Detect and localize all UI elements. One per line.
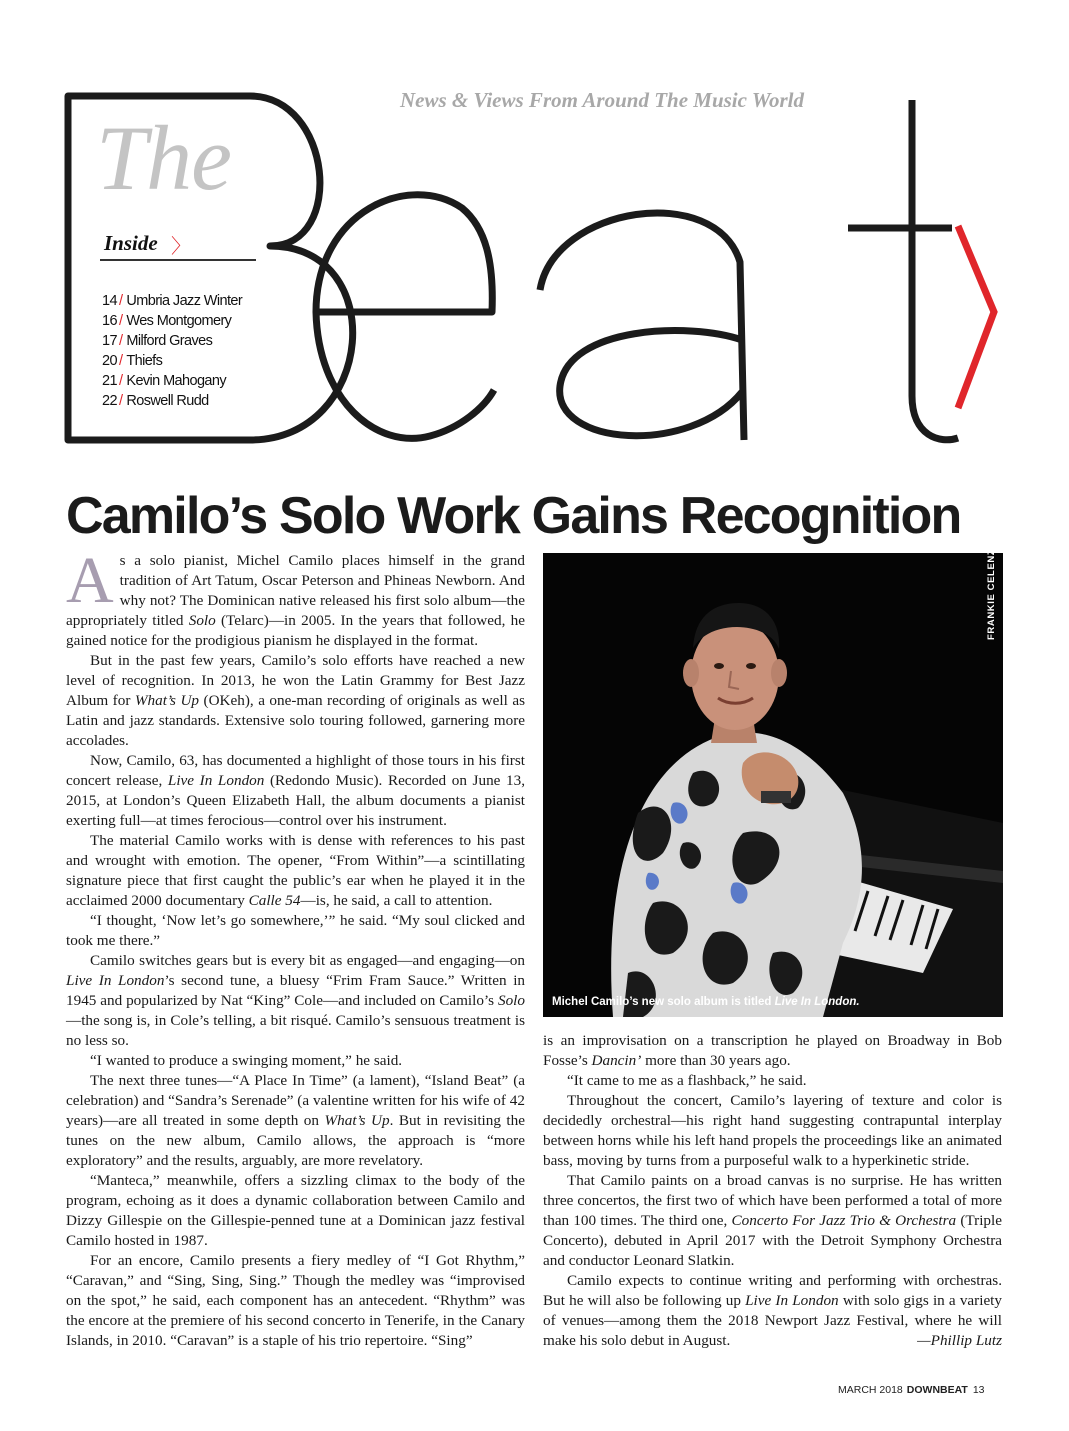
toc-separator: /: [118, 393, 123, 409]
paragraph-text: (Triple Concerto), debuted in April 2017 with the Detroit Symphony Orchestra and conductor Leonard Slatkin.: [543, 1212, 1002, 1269]
article-paragraph: [543, 1171, 1002, 1271]
page-footer: [838, 1384, 985, 1396]
article-column-right: [543, 1031, 1002, 1351]
pianist-portrait-image: [543, 553, 1003, 1017]
paragraph-text: is an improvisation on a transcription he played on Broadway in Bob Fosse’s: [543, 1032, 1002, 1069]
article-paragraph: [66, 831, 525, 911]
toc-title: Kevin Mahogany: [126, 373, 226, 389]
photo-caption: [552, 996, 860, 1008]
article-paragraph: [543, 1071, 1002, 1091]
toc-page-number: 22: [102, 393, 117, 409]
italic-title: Concerto For Jazz Trio & Orchestra: [731, 1212, 957, 1229]
paragraph-text: Camilo expects to continue writing and performing with orchestras. But he will also be following up: [543, 1272, 1002, 1309]
logo-letter-e: [316, 195, 494, 439]
italic-title: Live In London: [66, 972, 165, 989]
italic-title: Live In London: [745, 1292, 839, 1309]
paragraph-text: Throughout the concert, Camilo’s layering of texture and color is decidedly orchestral—his right hand suggesting contrapuntal interplay between horns while his left hand propels the proceedings like an animated bass, moving by turns from a purposeful walk to a hyperkinetic stride.: [543, 1092, 1002, 1169]
photo-credit: FRANKIE CELENZA: [986, 541, 997, 640]
toc-title: Milford Graves: [126, 333, 213, 349]
toc-item[interactable]: [102, 391, 242, 411]
footer-brand: DOWNBEAT: [906, 1384, 968, 1396]
article-paragraph: [66, 651, 525, 751]
paragraph-text: more than 30 years ago.: [641, 1052, 791, 1069]
paragraph-text: But in the past few years, Camilo’s solo efforts have reached a new level of recognition. In 2013, he won the Latin Grammy for Best Jazz Album for: [66, 652, 525, 709]
inside-arrow-icon: 〉: [171, 236, 191, 258]
article-paragraph: [66, 951, 525, 1051]
article-paragraph: [543, 1271, 1002, 1351]
article-paragraph: [66, 544, 525, 651]
toc-item[interactable]: [102, 371, 242, 391]
article-headline: Camilo’s Solo Work Gains Recognition: [66, 487, 961, 545]
logo-letter-t: [848, 100, 958, 440]
article-column-left: [66, 544, 526, 1351]
paragraph-text: The next three tunes—“A Place In Time” (a lament), “Island Beat” (a celebration) and “Sandra’s Serenade” (a valentine written for his wife of 42 years)—are all treated in some depth on: [66, 1072, 525, 1129]
toc-title: Umbria Jazz Winter: [126, 293, 243, 309]
toc-separator: /: [118, 333, 123, 349]
paragraph-text: The material Camilo works with is dense with references to his past and wrought with emotion. The opener, “From Within”—a scintillating signature piece that first caught the public’s ear when he played it in the acclaimed 2000 documentary: [66, 832, 525, 909]
toc-page-number: 14: [102, 293, 117, 309]
article-paragraph: [66, 1171, 525, 1251]
article-paragraph: [66, 911, 525, 951]
table-of-contents: [102, 291, 242, 411]
toc-item[interactable]: [102, 351, 242, 371]
italic-title: Dancin’: [591, 1052, 642, 1069]
article-paragraph: [543, 1031, 1002, 1071]
logo-arrow-icon: [958, 226, 994, 408]
paragraph-text: “I thought, ‘Now let’s go somewhere,’” he said. “My soul clicked and took me there.”: [66, 912, 525, 949]
toc-item[interactable]: [102, 311, 242, 331]
paragraph-text: —is, he said, a call to attention.: [300, 892, 493, 909]
photo-caption-title: Live In London.: [774, 996, 860, 1008]
paragraph-text: “I wanted to produce a swinging moment,” he said.: [90, 1052, 403, 1069]
italic-title: Live In London: [167, 772, 265, 789]
toc-title: Wes Montgomery: [126, 313, 232, 329]
italic-title: What’s Up: [134, 692, 200, 709]
toc-separator: /: [118, 373, 123, 389]
article-paragraph: [66, 751, 525, 831]
article-paragraph: [543, 1091, 1002, 1171]
italic-title: Solo: [497, 992, 525, 1009]
paragraph-text: (OKeh), a one-man recording of originals as well as Latin and jazz standards. Extensive solo touring followed, garnering more accolades.: [66, 692, 525, 749]
drop-cap: A: [66, 544, 114, 617]
toc-item[interactable]: [102, 291, 242, 311]
toc-page-number: 17: [102, 333, 117, 349]
paragraph-text: That Camilo paints on a broad canvas is no surprise. He has written three concertos, the first two of which have been performed a total of more than 100 times. The third one,: [543, 1172, 1002, 1229]
inside-divider: [100, 259, 256, 261]
article-paragraph: [66, 1051, 525, 1071]
paragraph-text: “It came to me as a flashback,” he said.: [567, 1072, 807, 1089]
paragraph-text: s a solo pianist, Michel Camilo places himself in the grand tradition of Art Tatum, Oscar Peterson and Phineas Newborn. And why not? The Dominican native released his first solo album—the appropriately titled: [66, 552, 525, 629]
toc-title: Thiefs: [126, 353, 163, 369]
toc-page-number: 16: [102, 313, 117, 329]
italic-title: Calle 54: [248, 892, 301, 909]
paragraph-text: ’s second tune, a bluesy “Frim Fram Sauce.” Written in 1945 and popularized by Nat “King” Cole—and included on Camilo’s: [66, 972, 526, 1009]
article-photo: [543, 553, 1003, 1017]
footer-issue: MARCH 2018: [838, 1384, 903, 1396]
article-byline: —Phillip Lutz: [917, 1332, 1002, 1349]
toc-item[interactable]: [102, 331, 242, 351]
page-number: 13: [972, 1384, 985, 1396]
italic-title: What’s Up: [324, 1112, 390, 1129]
paragraph-text: . But in revisiting the tunes on the new album, Camilo allows, the approach is “more exploratory” and the results, arguably, are more revelatory.: [66, 1112, 525, 1169]
toc-separator: /: [118, 353, 123, 369]
paragraph-text: Camilo switches gears but is every bit as engaged—and engaging—on: [90, 952, 525, 969]
paragraph-text: (Redondo Music). Recorded on June 13, 2015, at London’s Queen Elizabeth Hall, the album documents a pianist exerting full—at times ferocious—control over his instrument.: [66, 772, 526, 829]
section-title-the: The: [96, 107, 231, 209]
paragraph-text: (Telarc)—in 2005. In the years that followed, he gained notice for the prodigious pianism he displayed in the format.: [66, 612, 525, 649]
logo-word-text: Beat: [270, 452, 273, 453]
article-paragraph: [66, 1251, 525, 1351]
toc-separator: /: [118, 293, 123, 309]
section-tagline: News & Views From Around The Music World: [400, 88, 804, 112]
paragraph-text: “Manteca,” meanwhile, offers a sizzling climax to the body of the program, echoing as it does a dynamic collaboration between Camilo and Dizzy Gillespie on the Gillespie-penned tune at a Dominican jazz festival Camilo hosted in 1987.: [66, 1172, 525, 1249]
paragraph-text: Now, Camilo, 63, has documented a highlight of those tours in his first concert release,: [66, 752, 525, 789]
toc-separator: /: [118, 313, 123, 329]
paragraph-text: For an encore, Camilo presents a fiery medley of “I Got Rhythm,” “Caravan,” and “Sing, Sing, Sing.” Though the medley was “improvised on the spot,” he said, each component has an antecedent. “Rhythm” was the encore at the premiere of his second concerto in Tenerife, in the Canary Islands, in 2010. “Caravan” is a staple of his trio repertoire. “Sing”: [66, 1252, 525, 1349]
toc-page-number: 20: [102, 353, 117, 369]
toc-page-number: 21: [102, 373, 117, 389]
article-paragraph: [66, 1071, 525, 1171]
photo-caption-text: Michel Camilo’s new solo album is titled: [552, 996, 775, 1008]
toc-title: Roswell Rudd: [126, 393, 209, 409]
paragraph-text: with solo gigs in a variety of venues—among them the 2018 Newport Jazz Festival, where he will make his solo debut in August.: [543, 1292, 1002, 1349]
paragraph-text: —the song is, in Cole’s telling, a bit risqué. Camilo’s sensuous treatment is no less so.: [66, 1012, 525, 1049]
logo-letter-a: [540, 213, 744, 440]
inside-label: Inside: [104, 231, 158, 255]
italic-title: Solo: [188, 612, 216, 629]
